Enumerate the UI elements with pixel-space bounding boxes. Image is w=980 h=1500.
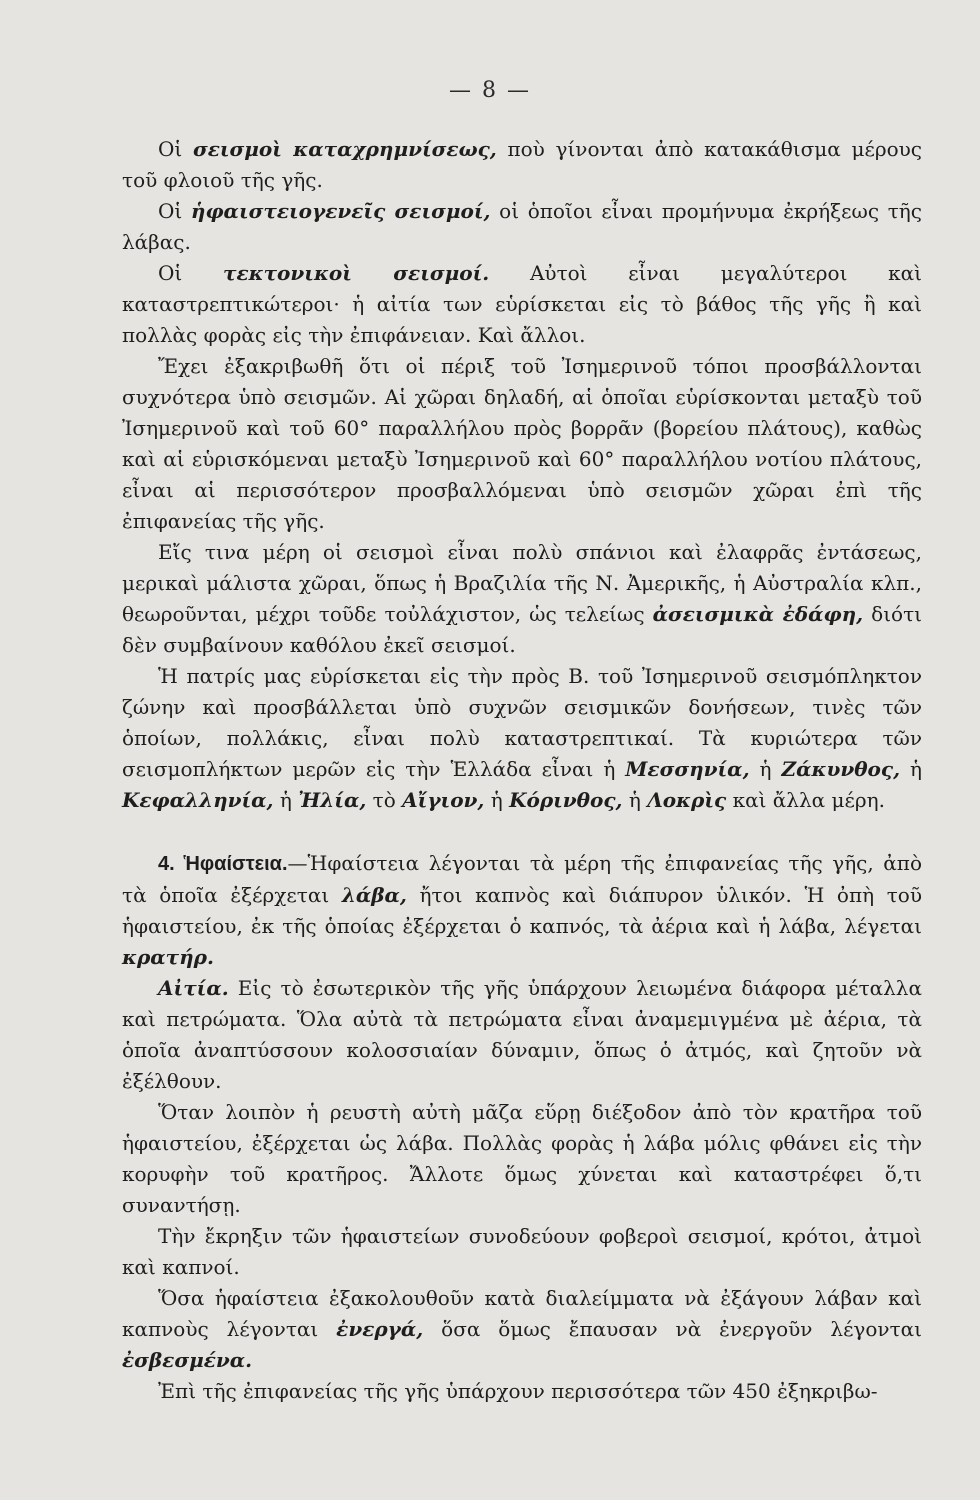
term-aseismic-lands: ἀσεισμικὰ ἐδάφη, [652,602,864,626]
term-active: ἐνεργά, [336,1317,424,1341]
term-crater: κρατήρ. [122,945,214,969]
subheading-cause: Αἰτία. [158,976,229,1000]
paragraph-volcano-count: Ἐπὶ τῆς ἐπιφανείας τῆς γῆς ὑπάρχουν περισσότερα τῶν 450 ἐξηκριβω- [158,1379,878,1403]
section-volcanoes: 4. Ἡφαίστεια.—Ἡφαίστεια λέγονται τὰ μέρη τῆς ἐπιφανείας τῆς γῆς, ἀπὸ τὰ ὁποῖα ἐξέρχεται λάβα, ἤτοι καπνὸς καὶ διάπυρον ὑλικόν. Ἡ ὀπὴ τοῦ ἡφαιστείου, ἐκ τῆς ὁποίας ἐξέρχεται ὁ καπνός, τὰ ἀέρια καὶ ἡ λάβα, λέγεται κρατήρ. [122,851,922,969]
place-messinia: Μεσσηνία, [625,757,750,781]
paragraph-volcanic-earthquakes: Οἱ ἡφαιστειογενεῖς σεισμοί, οἱ ὁποῖοι εἶναι προμήνυμα ἐκρήξεως τῆς λάβας. [122,199,922,254]
place-kefallinia: Κεφαλληνία, [122,788,274,812]
term-extinct: ἐσβεσμένα. [122,1348,253,1372]
term-tectonic-earthquakes: τεκτονικοὶ σεισμοί. [222,261,490,285]
place-aigio: Αἴγιον, [402,788,485,812]
place-korinthos: Κόρινθος, [509,788,623,812]
page-number: — 8 — [449,78,531,103]
place-ilia: Ἠλία, [298,788,367,812]
paragraph-aseismic-lands: Εἴς τινα μέρη οἱ σεισμοὶ εἶναι πολὺ σπάνιοι καὶ ἐλαφρᾶς ἐντάσεως, μερικαὶ μάλιστα χῶραι, ὅπως ἡ Βραζιλία τῆς Ν. Ἀμερικῆς, ἡ Αὐστραλία κλπ., θεωροῦνται, μέχρι τοῦδε τοὐλάχιστον, ὡς τελείως ἀσεισμικὰ ἐδάφη, διότι δὲν συμβαίνουν καθόλου ἐκεῖ σεισμοί. [122,540,922,657]
paragraph-cause: Αἰτία. Εἰς τὸ ἐσωτερικὸν τῆς γῆς ὑπάρχουν λειωμένα διάφορα μέταλλα καὶ πετρώματα. Ὅλα αὐτὰ τὰ πετρώματα εἶναι ἀναμεμιγμένα μὲ ἀέρια, τὰ ὁποῖα ἀναπτύσσουν κολοσσιαίαν δύναμιν, ὅπως ὁ ἀτμός, καὶ ζητοῦν νὰ ἐξέλθουν. [122,976,922,1093]
place-zakynthos: Ζάκυνθος, [781,757,901,781]
section-number: 4. [158,853,175,875]
term-collapse-earthquakes: σεισμοὶ καταχρημνίσεως, [192,137,497,161]
paragraph-active-extinct: Ὅσα ἡφαίστεια ἐξακολουθοῦν κατὰ διαλείμματα νὰ ἐξάγουν λάβαν καὶ καπνοὺς λέγονται ἐνεργά, ὅσα ὅμως ἔπαυσαν νὰ ἐνεργοῦν λέγονται ἐσβεσμένα. [122,1286,922,1372]
term-lava: λάβα, [341,883,407,907]
paragraph-equator-regions: Ἔχει ἐξακριβωθῆ ὅτι οἱ πέριξ τοῦ Ἰσημερινοῦ τόποι προσβάλλονται συχνότερα ὑπὸ σεισμῶν. Αἱ χῶραι δηλαδή, αἱ ὁποῖαι εὑρίσκονται μεταξὺ τοῦ Ἰσημερινοῦ καὶ τοῦ 60° παραλλήλου πρὸς βορρᾶν (βορείου πλάτους), καθὼς καὶ αἱ εὑρισκόμεναι μεταξὺ Ἰσημερινοῦ καὶ 60° παραλλήλου νοτίου πλάτους, εἶναι αἱ περισσότερον προσβαλλόμεναι ὑπὸ σεισμῶν χῶραι ἐπὶ τῆς ἐπιφανείας τῆς γῆς. [122,354,922,533]
paragraph-eruption-effects: Τὴν ἔκρηξιν τῶν ἡφαιστείων συνοδεύουν φοβεροὶ σεισμοί, κρότοι, ἀτμοὶ καὶ καπνοί. [122,1224,922,1279]
section-heading: Ἡφαίστεια. [174,853,288,875]
term-volcanic-earthquakes: ἡφαιστειογενεῖς σεισμοί, [190,199,491,223]
paragraph-tectonic-earthquakes: Οἱ τεκτονικοὶ σεισμοί. Αὐτοὶ εἶναι μεγαλύτεροι καὶ καταστρεπτικώτεροι· ἡ αἰτία των εὑρίσκεται εἰς τὸ βάθος τῆς γῆς ἢ καὶ πολλὰς φορὰς εἰς τὴν ἐπιφάνειαν. Καὶ ἄλλοι. [122,261,922,347]
place-lokris: Λοκρὶς [647,788,727,812]
paragraph-lava-flow: Ὅταν λοιπὸν ἡ ρευστὴ αὐτὴ μᾶζα εὕρῃ διέξοδον ἀπὸ τὸν κρατῆρα τοῦ ἡφαιστείου, ἐξέρχεται ὡς λάβα. Πολλὰς φορὰς ἡ λάβα μόλις φθάνει εἰς τὴν κορυφὴν τοῦ κρατῆρος. Ἄλλοτε ὅμως χύνεται καὶ καταστρέφει ὅ,τι συναντήσῃ. [122,1100,922,1217]
paragraph-greece-seismic-zone: Ἡ πατρίς μας εὑρίσκεται εἰς τὴν πρὸς Β. τοῦ Ἰσημερινοῦ σεισμόπληκτον ζώνην καὶ προσβάλλεται ὑπὸ συχνῶν σεισμικῶν δονήσεων, τινὲς τῶν ὁποίων, πολλάκις, εἶναι πολὺ καταστρεπτικαί. Τὰ κυριώτερα τῶν σεισμοπλήκτων μερῶν εἰς τὴν Ἑλλάδα εἶναι ἡ Μεσσηνία, ἡ Ζάκυνθος, ἡ Κεφαλληνία, ἡ Ἠλία, τὸ Αἴγιον, ἡ Κόρινθος, ἡ Λοκρὶς καὶ ἄλλα μέρη. [122,664,923,812]
paragraph-collapse-earthquakes: Οἱ σεισμοὶ καταχρημνίσεως, ποὺ γίνονται ἀπὸ κατακάθισμα μέρους τοῦ φλοιοῦ τῆς γῆς. [122,137,922,192]
body-text [122,134,922,1407]
